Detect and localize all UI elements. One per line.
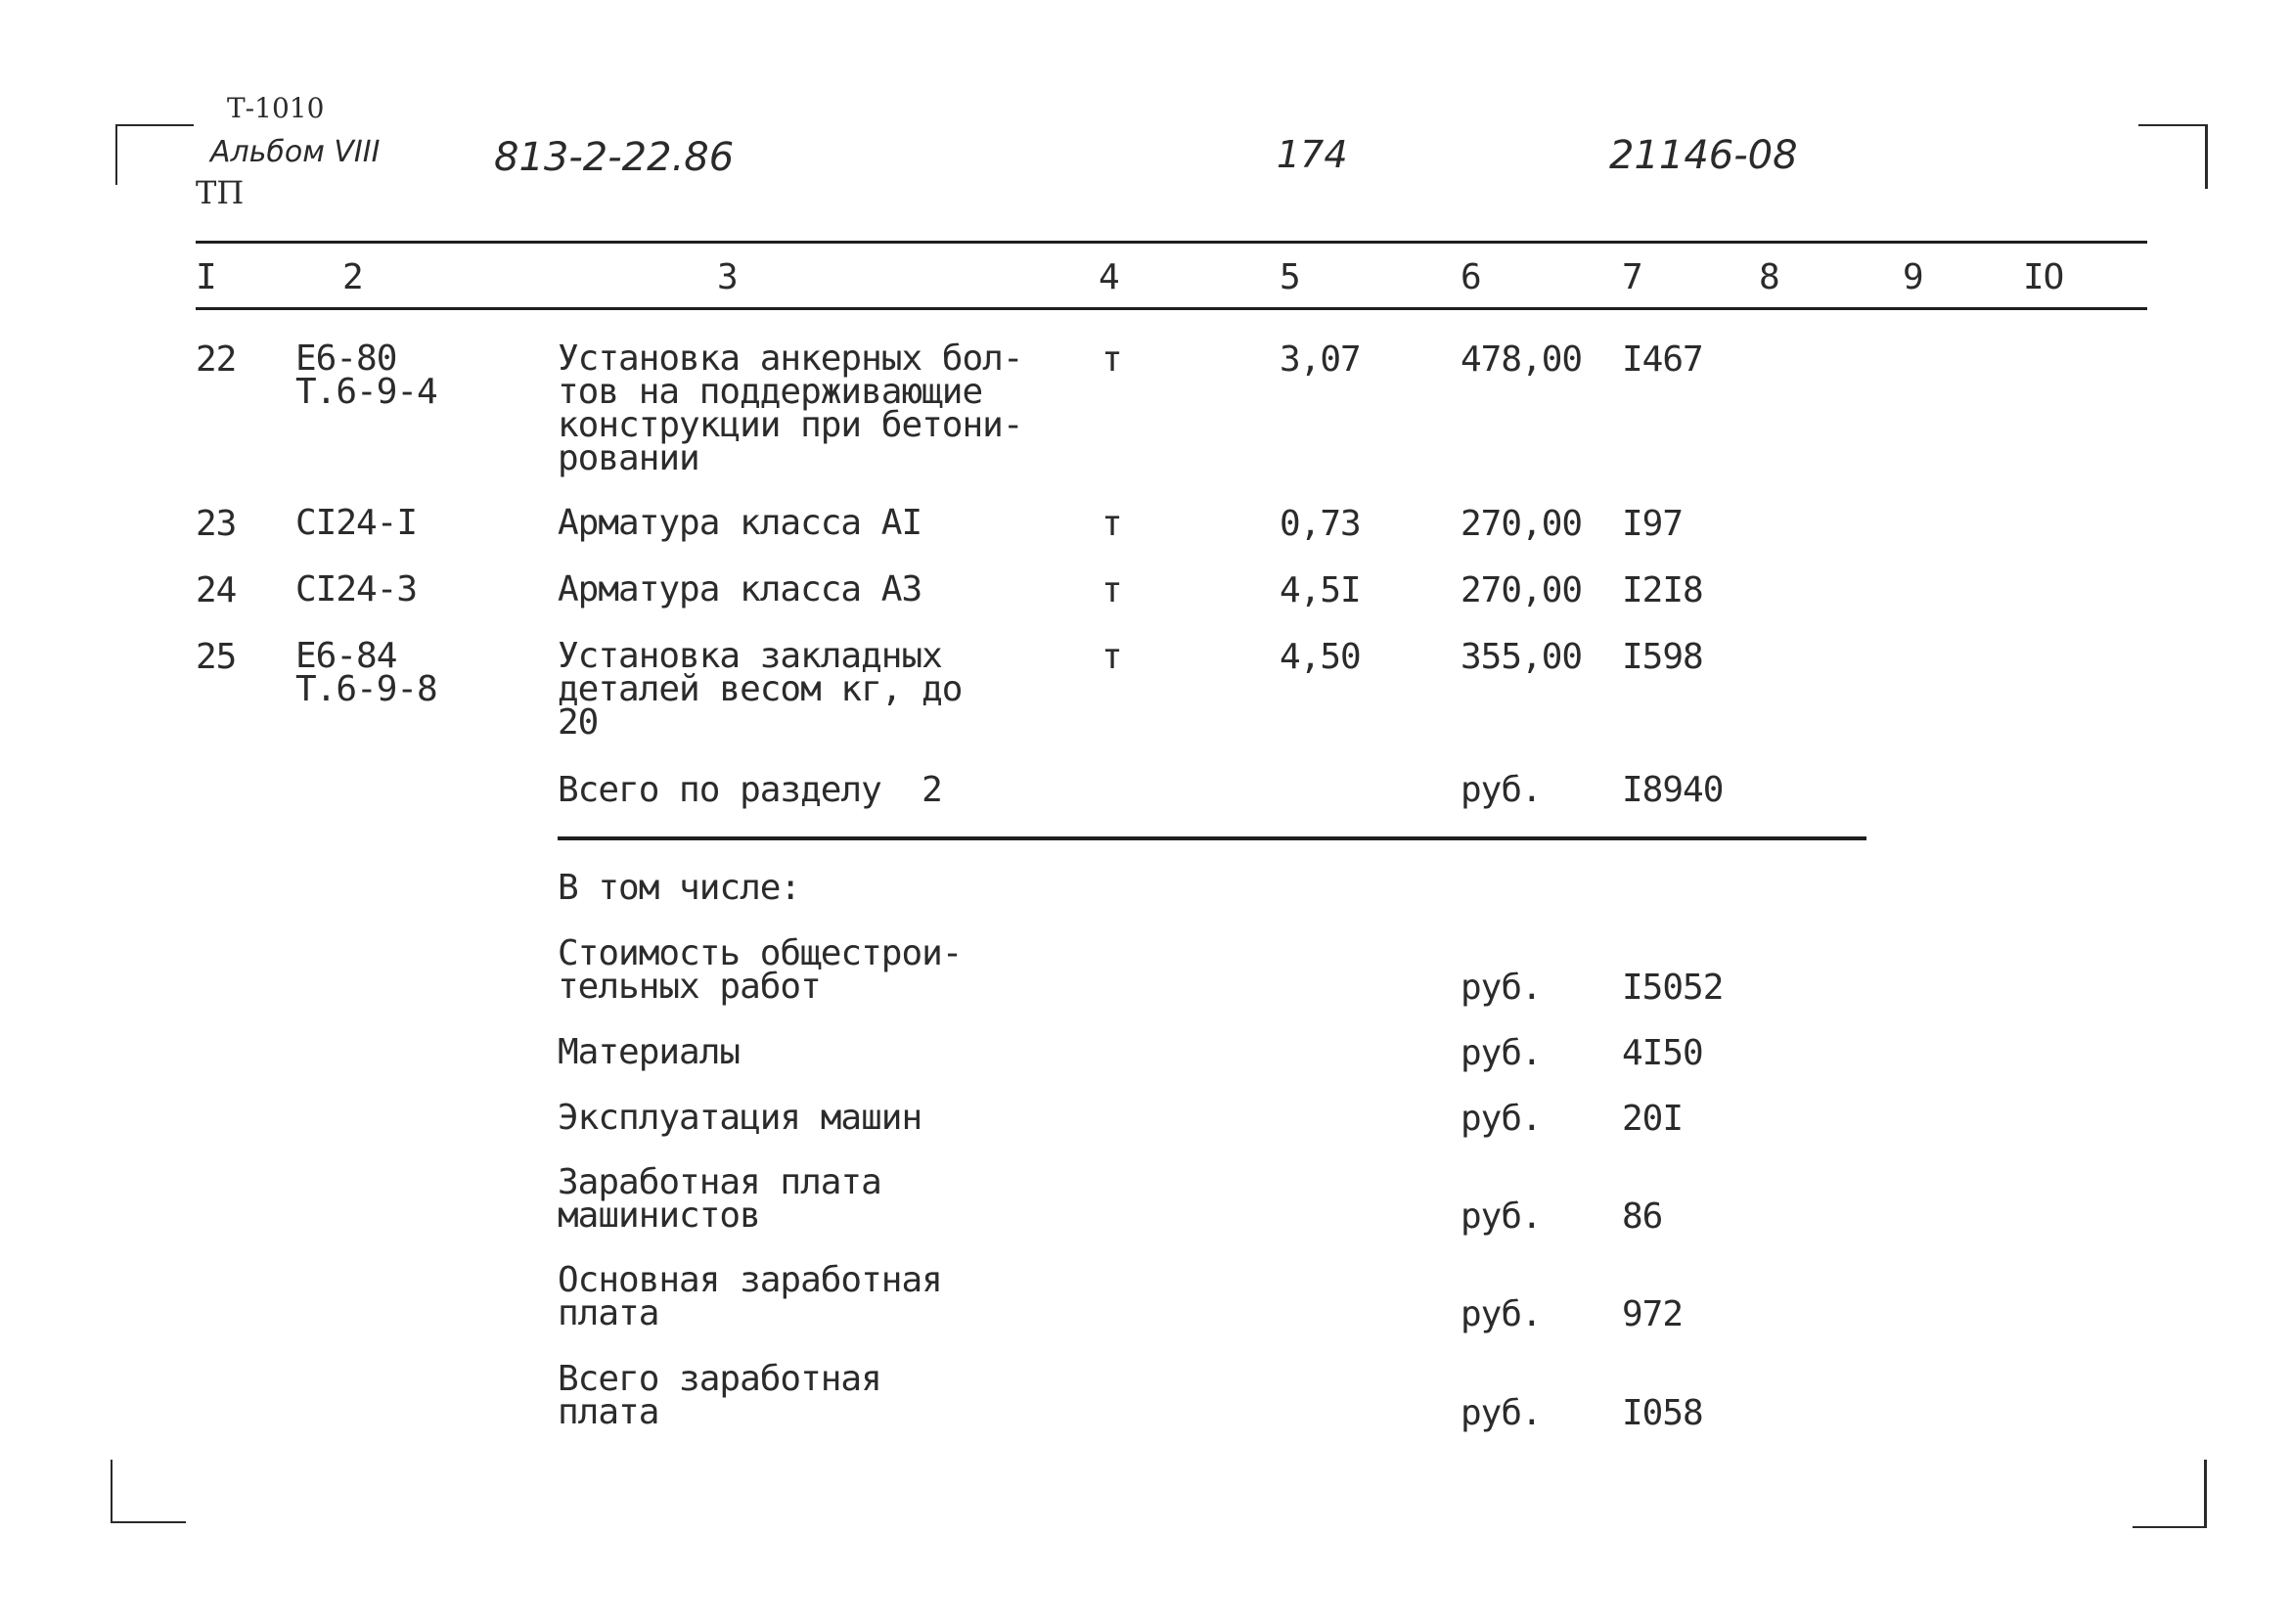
breakdown-value: 972 bbox=[1622, 1294, 1684, 1334]
breakdown-value: 20I bbox=[1622, 1099, 1684, 1139]
column-header-4: 4 bbox=[1099, 257, 1119, 297]
row-code: СI24-I bbox=[295, 503, 418, 543]
page-number: 174 bbox=[1277, 133, 1348, 176]
breakdown-value: 4I50 bbox=[1622, 1033, 1703, 1073]
row-code: Е6-80 Т.6-9-4 bbox=[295, 338, 437, 412]
document-code: Т-1010 bbox=[227, 92, 325, 124]
frame-corner-top-left bbox=[115, 124, 194, 185]
row-total: I467 bbox=[1622, 339, 1703, 380]
frame-corner-bottom-right bbox=[2133, 1460, 2207, 1528]
breakdown-unit: руб. bbox=[1461, 1294, 1542, 1334]
column-header-1: I bbox=[196, 257, 216, 297]
row-price: 355,00 bbox=[1461, 637, 1583, 677]
row-quantity: 4,50 bbox=[1280, 637, 1361, 677]
row-unit: т bbox=[1101, 637, 1122, 677]
row-number: 23 bbox=[196, 504, 237, 544]
row-price: 270,00 bbox=[1461, 504, 1583, 544]
column-header-3: 3 bbox=[717, 257, 738, 297]
column-header-8: 8 bbox=[1759, 257, 1779, 297]
column-header-2: 2 bbox=[342, 257, 363, 297]
frame-corner-top-right bbox=[2138, 124, 2208, 189]
breakdown-unit: руб. bbox=[1461, 968, 1542, 1008]
column-header-9: 9 bbox=[1903, 257, 1923, 297]
row-total: I2I8 bbox=[1622, 570, 1703, 610]
section-total-unit: руб. bbox=[1461, 770, 1542, 810]
row-number: 25 bbox=[196, 637, 237, 677]
section-total-label: Всего по разделу 2 bbox=[558, 770, 942, 810]
table-header-rule bbox=[196, 307, 2147, 310]
row-total: I97 bbox=[1622, 504, 1684, 544]
breakdown-label: Основная заработная плата bbox=[558, 1260, 942, 1333]
row-number: 22 bbox=[196, 339, 237, 380]
column-header-7: 7 bbox=[1622, 257, 1642, 297]
row-quantity: 3,07 bbox=[1280, 339, 1361, 380]
row-quantity: 4,5I bbox=[1280, 570, 1361, 610]
column-header-10: IO bbox=[2023, 257, 2064, 297]
row-quantity: 0,73 bbox=[1280, 504, 1361, 544]
series-label: ТП bbox=[196, 174, 245, 211]
row-name: Арматура класса А3 bbox=[558, 569, 922, 609]
row-name: Установка закладных деталей весом кг, до 20 bbox=[558, 636, 963, 743]
project-number: 813-2-22.86 bbox=[494, 135, 735, 180]
breakdown-value: 86 bbox=[1622, 1196, 1663, 1237]
breakdown-label: Стоимость общестрои- тельных работ bbox=[558, 933, 963, 1007]
breakdown-unit: руб. bbox=[1461, 1196, 1542, 1237]
row-total: I598 bbox=[1622, 637, 1703, 677]
breakdown-label: Эксплуатация машин bbox=[558, 1098, 922, 1138]
table-top-rule bbox=[196, 241, 2147, 244]
row-unit: т bbox=[1101, 339, 1122, 380]
including-label: В том числе: bbox=[558, 868, 801, 908]
breakdown-label: Материалы bbox=[558, 1032, 741, 1072]
column-header-6: 6 bbox=[1461, 257, 1481, 297]
breakdown-unit: руб. bbox=[1461, 1033, 1542, 1073]
row-price: 478,00 bbox=[1461, 339, 1583, 380]
breakdown-unit: руб. bbox=[1461, 1099, 1542, 1139]
breakdown-label: Всего заработная плата bbox=[558, 1359, 881, 1432]
section-total-value: I8940 bbox=[1622, 770, 1724, 810]
row-unit: т bbox=[1101, 504, 1122, 544]
row-code: Е6-84 Т.6-9-8 bbox=[295, 636, 437, 709]
breakdown-value: I5052 bbox=[1622, 968, 1724, 1008]
row-name: Установка анкерных бол- тов на поддерживающие конструкции при бетони- ровании bbox=[558, 338, 1023, 478]
row-price: 270,00 bbox=[1461, 570, 1583, 610]
row-name: Арматура класса АI bbox=[558, 503, 922, 543]
frame-corner-bottom-left bbox=[111, 1460, 186, 1523]
row-number: 24 bbox=[196, 570, 237, 610]
breakdown-label: Заработная плата машинистов bbox=[558, 1162, 881, 1236]
row-code: СI24-3 bbox=[295, 569, 418, 609]
column-header-5: 5 bbox=[1280, 257, 1300, 297]
row-unit: т bbox=[1101, 570, 1122, 610]
section-total-rule bbox=[558, 836, 1866, 840]
breakdown-value: I058 bbox=[1622, 1393, 1703, 1433]
inventory-number: 21146-08 bbox=[1609, 133, 1798, 178]
breakdown-unit: руб. bbox=[1461, 1393, 1542, 1433]
album-label: Альбом VIII bbox=[210, 135, 381, 169]
